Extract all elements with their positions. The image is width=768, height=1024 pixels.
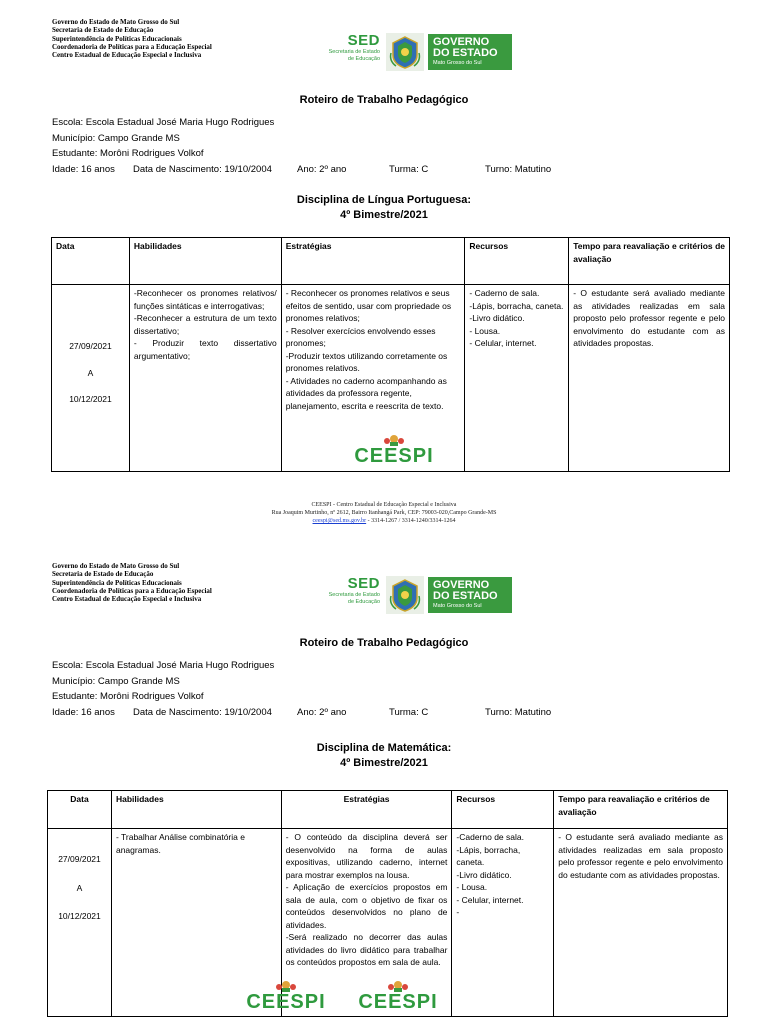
column-header: Data (48, 791, 112, 829)
governo-do-estado-logo: GOVERNO DO ESTADO Mato Grosso do Sul (428, 577, 512, 613)
column-header: Data (52, 238, 130, 285)
sed-government-logo (318, 33, 512, 71)
ceespi-logo: CEESPI (244, 980, 328, 1012)
sed-government-logo (318, 576, 512, 614)
column-header: Estratégias (281, 791, 452, 829)
birthdate-field: Data de Nascimento: 19/10/2004 (133, 163, 272, 175)
email-link[interactable]: ceespi@sed.ms.gov.br (312, 518, 367, 524)
grade-field: Ano: 2º ano (297, 163, 347, 175)
student-field: Estudante: Morôni Rodrigues Volkof (52, 148, 204, 159)
discipline-heading: Disciplina de Língua Portuguesa: 4º Bimestre/2021 (296, 194, 472, 221)
page-title: Roteiro de Trabalho Pedagógico (299, 94, 469, 106)
state-crest-icon (386, 576, 424, 614)
header-line: Secretaria de Estado de Educação (52, 26, 154, 35)
header-line: Superintendência de Políticas Educacionais (52, 34, 182, 43)
table-header-row (48, 791, 728, 829)
age-field: Idade: 16 anos (52, 163, 115, 175)
header-line: Centro Estadual de Educação Especial e Inclusiva (52, 595, 202, 604)
student-details-row (52, 705, 551, 721)
table-header-row (52, 238, 730, 285)
student-details-row (52, 162, 551, 178)
municipality-field: Município: Campo Grande MS (52, 675, 180, 687)
evaluation-cell: - O estudante será avaliado mediante as atividades realizadas em sala proposto pelo professor regente e pelo envolvimento do estudante com as atividades propostas. (554, 829, 728, 1017)
student-info (52, 115, 551, 177)
column-header: Tempo para reavaliação e critérios de avaliação (554, 791, 728, 829)
header-line: Coordenadoria de Políticas para a Educação Especial (52, 42, 212, 51)
column-header: Recursos (452, 791, 554, 829)
shift-field: Turno: Matutino (485, 163, 552, 175)
ceespi-logo: CEESPI (356, 980, 440, 1012)
student-info (52, 658, 551, 720)
school-field: Escola: Escola Estadual José Maria Hugo Rodrigues (52, 660, 275, 671)
discipline-heading: Disciplina de Matemática: 4º Bimestre/2021 (316, 742, 452, 769)
column-header: Tempo para reavaliação e critérios de avaliação (569, 238, 730, 285)
class-field: Turma: C (389, 706, 429, 718)
column-header: Estratégias (281, 238, 465, 285)
gov-header (52, 562, 212, 603)
resources-cell: -Caderno de sala. -Lápis, borracha, caneta. -Livro didático. - Lousa. - Celular, internet. - (452, 829, 554, 1017)
school-field: Escola: Escola Estadual José Maria Hugo Rodrigues (52, 117, 275, 128)
header-line: Governo do Estado de Mato Grosso do Sul (52, 18, 180, 26)
skills-cell: - Trabalhar Análise combinatória e anagramas. (111, 829, 281, 1017)
municipality-field: Município: Campo Grande MS (52, 132, 180, 144)
header-line: Governo do Estado de Mato Grosso do Sul (52, 562, 180, 570)
strategies-cell: - O conteúdo da disciplina deverá ser desenvolvido na forma de aulas expositivas, utilizando caderno, internet para mostrar exemplos na lousa. - Aplicação de exercícios propostos em sala de aula, com o objetivo de fixar os conteúdos desenvolvidos no plano de atividades. -Será realizado no decorrer das aulas atividades do livro didático para trabalhar os conteúdos propostos em sala de aula. (281, 829, 452, 1017)
column-header: Habilidades (111, 791, 281, 829)
birthdate-field: Data de Nascimento: 19/10/2004 (133, 706, 272, 718)
student-field: Estudante: Morôni Rodrigues Volkof (52, 691, 204, 702)
shift-field: Turno: Matutino (485, 706, 552, 718)
sed-logo: SED Secretaria de Estado de Educação (328, 575, 380, 605)
evaluation-cell: - O estudante será avaliado mediante as atividades realizadas em sala proposto pelo professor regente e pelo envolvimento do estudante com as atividades propostas. (569, 285, 730, 472)
page-title: Roteiro de Trabalho Pedagógico (299, 637, 469, 649)
ceespi-logo: CEESPI (352, 434, 436, 466)
header-line: Superintendência de Políticas Educacionais (52, 578, 182, 587)
page-2 (0, 540, 768, 1024)
skills-cell: -Reconhecer os pronomes relativos/ funções sintáticas e interrogativas; -Reconhecer a estrutura de um texto dissertativo; - Produzir texto dissertativo argumentativo; (129, 285, 281, 472)
header-line: Coordenadoria de Políticas para a Educação Especial (52, 586, 212, 595)
age-field: Idade: 16 anos (52, 706, 115, 718)
state-crest-icon (386, 33, 424, 71)
date-range-cell: 27/09/2021 A 10/12/2021 (52, 285, 130, 472)
column-header: Recursos (465, 238, 569, 285)
header-line: Secretaria de Estado de Educação (52, 570, 154, 579)
date-range-cell: 27/09/2021 A 10/12/2021 (48, 829, 112, 1017)
strategies-cell: - Reconhecer os pronomes relativos e seus efeitos de sentido, usar com propriedade os pronomes relativos; - Resolver exercícios envolvendo esses pronomes; -Produzir textos utilizando corretamente os pronomes relativos. - Atividades no caderno acompanhando as atividades da professora regente, planejamento, escrita e reescrita de texto. (281, 285, 465, 472)
resources-cell: - Caderno de sala. -Lápis, borracha, caneta. -Livro didático. - Lousa. - Celular, internet. (465, 285, 569, 472)
class-field: Turma: C (389, 163, 429, 175)
gov-header (52, 18, 212, 59)
grade-field: Ano: 2º ano (297, 706, 347, 718)
column-header: Habilidades (129, 238, 281, 285)
governo-do-estado-logo: GOVERNO DO ESTADO Mato Grosso do Sul (428, 34, 512, 70)
footer: CEESPI - Centro Estadual de Educação Especial e Inclusiva Rua Joaquim Murtinho, nº 2612, Bairro Itanhangá Park, CEP: 79003-020,Campo Grande-MS ceespi@sed.ms.gov.br - 3314-1267 / 3314-1240/3314-1264 (271, 502, 497, 524)
sed-logo: SED Secretaria de Estado de Educação (328, 32, 380, 62)
header-line: Centro Estadual de Educação Especial e Inclusiva (52, 51, 202, 60)
